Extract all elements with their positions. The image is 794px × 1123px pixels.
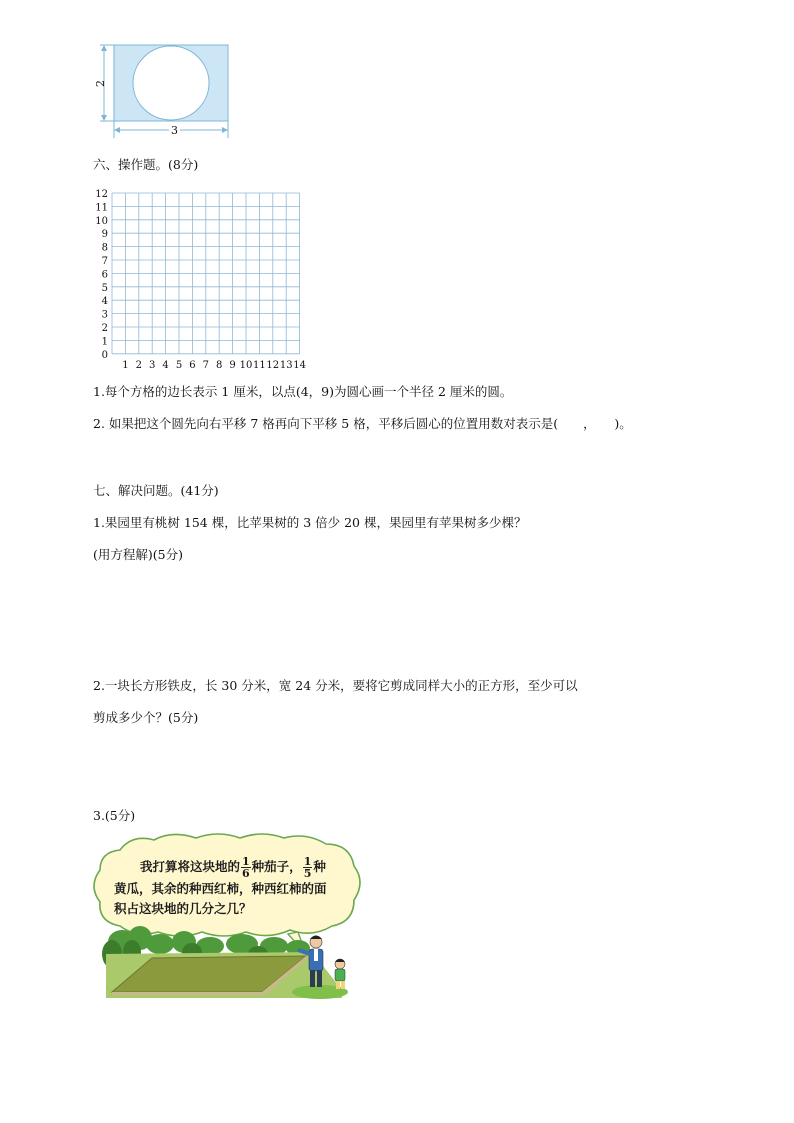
y-axis-label: 12 bbox=[95, 189, 108, 200]
x-axis-label: 13 bbox=[279, 359, 293, 369]
y-axis-label: 9 bbox=[101, 229, 108, 241]
y-axis-label: 8 bbox=[101, 242, 108, 254]
y-axis-label: 1 bbox=[101, 336, 108, 348]
x-axis-label: 12 bbox=[266, 359, 280, 369]
height-label: 2 bbox=[94, 80, 107, 87]
bubble-text-part2: 种茄子， bbox=[251, 859, 302, 874]
x-axis-label: 2 bbox=[135, 359, 142, 369]
x-axis-label: 3 bbox=[149, 359, 156, 369]
x-axis-label: 5 bbox=[175, 359, 183, 369]
fraction-one-sixth bbox=[241, 856, 251, 879]
x-axis-label: 1 bbox=[122, 359, 129, 369]
x-axis-label: 10 bbox=[239, 359, 253, 369]
x-axis-label: 14 bbox=[293, 359, 306, 369]
x-axis-label: 6 bbox=[189, 359, 196, 369]
x-axis-label: 11 bbox=[253, 359, 266, 369]
y-axis-label: 7 bbox=[101, 256, 108, 267]
section6-question1: 1.每个方格的边长表示 1 厘米，以点(4，9)为圆心画一个半径 2 厘米的圆。 bbox=[93, 384, 513, 399]
fraction-one-fifth-numerator: 1 bbox=[303, 855, 312, 868]
fraction-one-sixth-numerator: 1 bbox=[242, 855, 250, 868]
x-axis-label: 8 bbox=[216, 359, 223, 369]
y-axis-label: 6 bbox=[101, 269, 108, 281]
section6-question2: 2. 如果把这个圆先向右平移 7 格再向下平移 5 格，平移后圆心的位置用数对表示是( ， )。 bbox=[93, 416, 632, 431]
y-axis-label: 5 bbox=[101, 282, 108, 294]
fraction-one-fifth bbox=[303, 856, 313, 879]
section7-question2-line2: 剪成多少个？(5分) bbox=[93, 710, 199, 725]
y-axis-label: 2 bbox=[101, 323, 108, 334]
section6-title: 六、操作题。(8分) bbox=[93, 157, 199, 172]
width-label: 3 bbox=[171, 124, 178, 137]
fraction-one-sixth-denominator: 6 bbox=[242, 867, 250, 880]
rectangle-circle-figure bbox=[94, 42, 239, 142]
coordinate-grid bbox=[90, 187, 310, 369]
section7-title: 七、解决问题。(41分) bbox=[93, 483, 219, 498]
y-axis-label: 4 bbox=[101, 296, 108, 308]
fraction-one-fifth-denominator: 5 bbox=[303, 867, 312, 880]
y-axis-label: 10 bbox=[95, 215, 108, 227]
section7-question1-line2: (用方程解)(5分) bbox=[93, 547, 183, 562]
x-axis-label: 9 bbox=[229, 359, 236, 369]
y-axis-label: 3 bbox=[101, 309, 108, 321]
bubble-text-part1: 我打算将这块地的 bbox=[140, 859, 241, 874]
bubble-text-line3: 积占这块地的几分之几？ bbox=[114, 901, 252, 916]
bubble-text-part3: 种 bbox=[313, 859, 326, 874]
bubble-text-line2: 黄瓜，其余的种西红柿，种西红柿的面 bbox=[114, 881, 327, 896]
section7-question1-line1: 1.果园里有桃树 154 棵，比苹果树的 3 倍少 20 棵，果园里有苹果树多少棵？ bbox=[93, 515, 527, 530]
section7-question2-line1: 2.一块长方形铁皮，长 30 分米，宽 24 分米，要将它剪成同样大小的正方形，至少可以 bbox=[93, 678, 578, 693]
section7-question3-label: 3.(5分) bbox=[93, 808, 136, 823]
y-axis-label: 0 bbox=[101, 349, 108, 361]
x-axis-label: 7 bbox=[202, 359, 209, 369]
y-axis-label: 11 bbox=[95, 202, 108, 214]
x-axis-label: 4 bbox=[162, 359, 169, 369]
speech-bubble-text bbox=[114, 856, 350, 919]
